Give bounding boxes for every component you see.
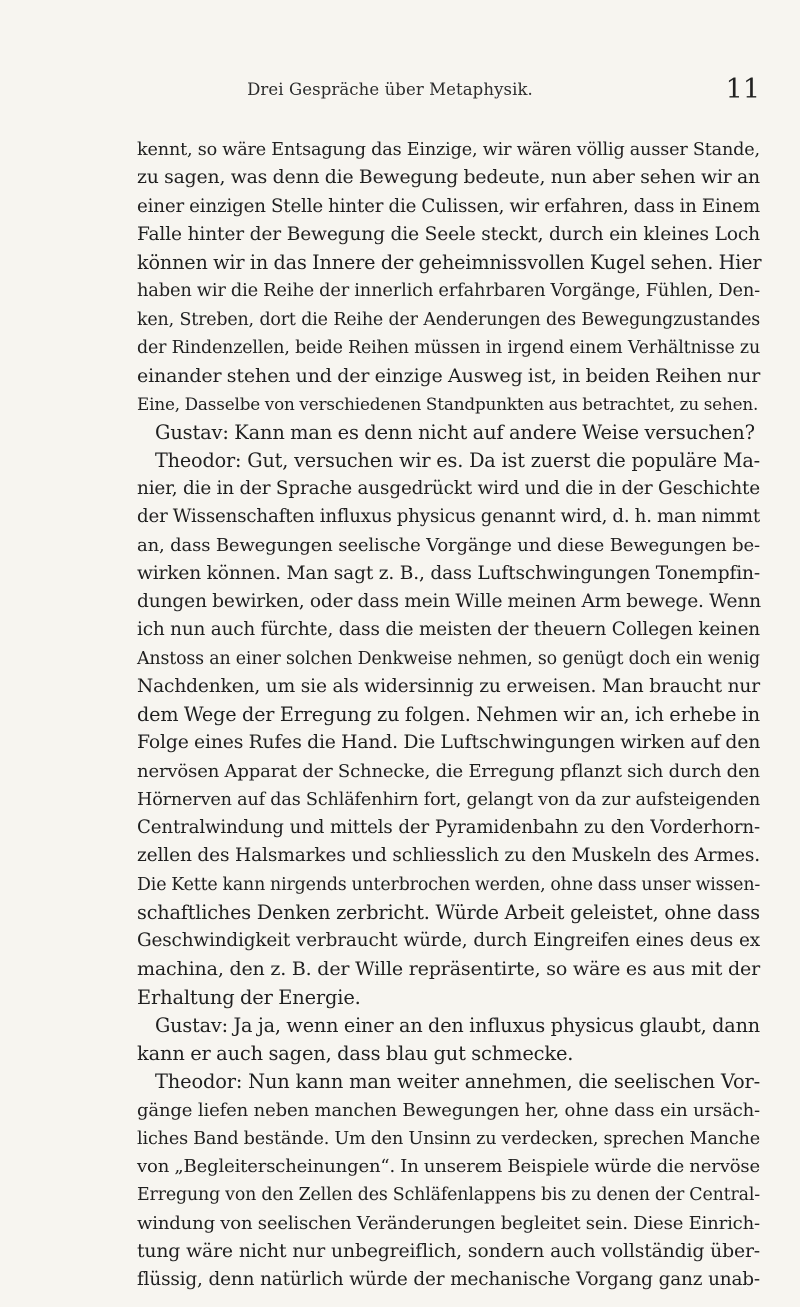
text-line: der Wissenschaften influxus physicus genannt wird, d. h. man nimmt [137, 506, 761, 528]
text-line: Falle hinter der Bewegung die Seele steckt, durch ein kleines Loch [137, 223, 760, 245]
text-line: Gustav: Kann man es denn nicht auf andere Weise versuchen? [155, 420, 755, 444]
text-line: von „Begleiterscheinungen“. In unserem Beispiele würde die nervöse [137, 1156, 760, 1177]
text-line: Die Kette kann nirgends unterbrochen werden, ohne dass unser wissen- [137, 874, 761, 895]
text-line: Anstoss an einer solchen Denkweise nehmen, so genügt doch ein wenig [137, 648, 760, 669]
text-line: Theodor: Gut, versuchen wir es. Da ist zuerst die populäre Ma- [155, 448, 760, 472]
text-line: ich nun auch fürchte, dass die meisten der theuern Collegen keinen [137, 619, 760, 641]
text-line: windung von seelischen Veränderungen begleitet sein. Diese Einrich- [137, 1212, 760, 1234]
text-line: ken, Streben, dort die Reihe der Aenderungen des Bewegungzustandes [137, 309, 760, 330]
text-line: an, dass Bewegungen seelische Vorgänge und diese Bewegungen be- [137, 534, 760, 556]
text-line: gänge liefen neben manchen Bewegungen her, ohne dass ein ursäch- [137, 1099, 760, 1121]
text-line: nervösen Apparat der Schnecke, die Erregung pflanzt sich durch den [137, 760, 760, 782]
text-line: kennt, so wäre Entsagung das Einzige, wir wären völlig ausser Stande, [137, 140, 760, 160]
text-line: haben wir die Reihe der innerlich erfahrbaren Vorgänge, Fühlen, Den- [137, 280, 760, 302]
body-text [137, 136, 760, 1294]
text-line: zellen des Halsmarkes und schliesslich zu den Muskeln des Armes. [137, 845, 760, 867]
text-line: Theodor: Nun kann man weiter annehmen, die seelischen Vor- [155, 1070, 760, 1094]
text-line: einander stehen und der einzige Ausweg ist, in beiden Reihen nur [137, 365, 761, 387]
text-line: Erhaltung der Energie. [137, 985, 361, 1009]
text-line: dem Wege der Erregung zu folgen. Nehmen wir an, ich erhebe in [137, 703, 760, 726]
text-line: Folge eines Rufes die Hand. Die Luftschwingungen wirken auf den [137, 732, 761, 754]
text-line: Erregung von den Zellen des Schläfenlappens bis zu denen der Central- [137, 1185, 760, 1206]
text-line: Centralwindung und mittels der Pyramidenbahn zu den Vorderhorn- [137, 817, 760, 838]
text-line: liches Band bestände. Um den Unsinn zu verdecken, sprechen Manche [137, 1128, 760, 1149]
text-line: nier, die in der Sprache ausgedrückt wird und die in der Geschichte [137, 478, 760, 499]
text-line: Geschwindigkeit verbraucht würde, durch Eingreifen eines deus ex [137, 930, 760, 951]
text-line: zu sagen, was denn die Bewegung bedeute, nun aber sehen wir an [137, 167, 760, 189]
text-line: machina, den z. B. der Wille repräsentirte, so wäre es aus mit der [137, 958, 760, 981]
text-line: wirken können. Man sagt z. B., dass Luftschwingungen Tonempfin- [137, 562, 760, 584]
text-line: schaftliches Denken zerbricht. Würde Arbeit geleistet, ohne dass [137, 900, 760, 924]
text-line: Gustav: Ja ja, wenn einer an den influxus physicus glaubt, dann [155, 1013, 760, 1037]
text-line: der Rindenzellen, beide Reihen müssen in irgend einem Verhältnisse zu [137, 337, 760, 358]
text-line: Eine, Dasselbe von verschiedenen Standpunkten aus betrachtet, zu sehen. [137, 394, 759, 415]
running-title: Drei Gespräche über Metaphysik. [247, 80, 533, 99]
text-line: einer einzigen Stelle hinter die Culissen, wir erfahren, dass in Einem [137, 195, 760, 217]
text-line: kann er auch sagen, dass blau gut schmecke. [137, 1042, 574, 1065]
running-head [140, 74, 760, 110]
text-line: können wir in das Innere der geheimnissvollen Kugel sehen. Hier [137, 251, 762, 274]
text-line: flüssig, denn natürlich würde der mechanische Vorgang ganz unab- [137, 1269, 760, 1290]
text-line: tung wäre nicht nur unbegreiflich, sondern auch vollständig über- [137, 1240, 760, 1262]
page-number: 11 [725, 74, 760, 105]
text-line: Nachdenken, um sie als widersinnig zu erweisen. Man braucht nur [137, 675, 760, 697]
text-line: dungen bewirken, oder dass mein Wille meinen Arm bewege. Wenn [137, 591, 762, 612]
text-line: Hörnerven auf das Schläfenhirn fort, gelangt von da zur aufsteigenden [137, 789, 760, 810]
